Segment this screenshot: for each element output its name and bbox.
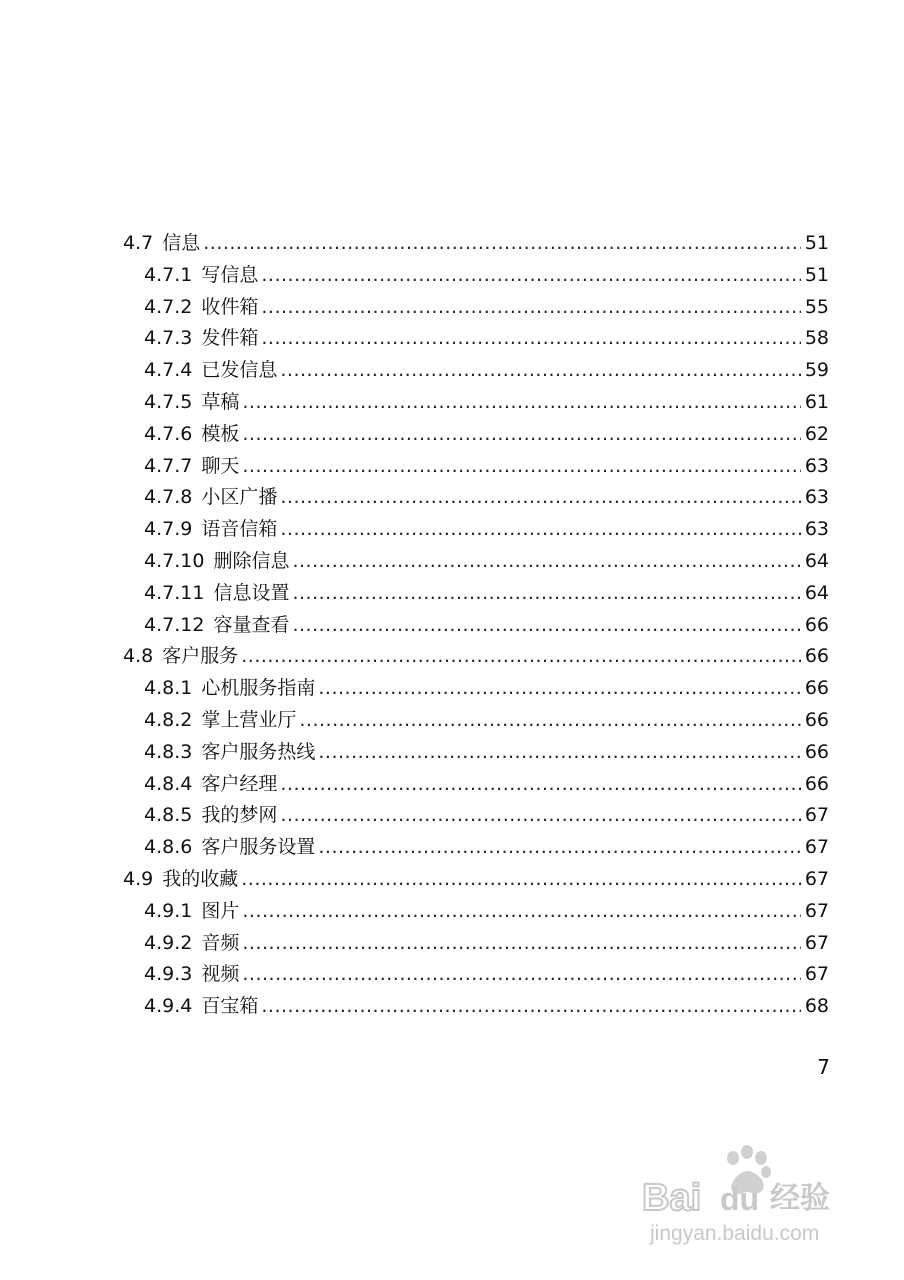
- toc-entry-number: 4.9.1: [144, 899, 193, 922]
- toc-entry-page: 63: [804, 518, 829, 541]
- toc-entry[interactable]: [123, 355, 829, 387]
- toc-entry-title: 视频: [201, 963, 240, 986]
- toc-entry-number: 4.8: [123, 645, 154, 668]
- toc-entry-page: 63: [804, 454, 829, 477]
- toc-entry-page: 55: [804, 295, 829, 318]
- toc-entry-title: 模板: [201, 422, 240, 445]
- toc-entry-number: 4.7.9: [144, 518, 193, 541]
- toc-entry-number: 4.7.4: [144, 359, 193, 382]
- toc-entry-number: 4.7.3: [144, 327, 193, 350]
- toc-entry-title: 写信息: [201, 263, 259, 286]
- toc-entry-page: 67: [804, 963, 829, 986]
- toc-entry-title: 掌上营业厅: [201, 708, 297, 731]
- toc-entry-title: 客户经理: [201, 772, 278, 795]
- toc-entry-page: 51: [804, 263, 829, 286]
- toc-entry-title: 客户服务: [162, 645, 239, 668]
- toc-entry-number: 4.7.10: [144, 549, 205, 572]
- toc-entry[interactable]: [123, 928, 829, 960]
- toc-entry-title: 信息: [162, 232, 201, 254]
- toc-entry-page: 67: [804, 867, 829, 890]
- toc-entry[interactable]: [123, 641, 829, 673]
- toc-entry[interactable]: [123, 482, 829, 514]
- toc-entry-page: 66: [804, 613, 829, 636]
- toc-entry[interactable]: [123, 737, 829, 769]
- toc-entry-title: 语音信箱: [201, 518, 278, 541]
- toc-entry[interactable]: [123, 387, 829, 419]
- toc-entry[interactable]: [123, 260, 829, 292]
- dot-leader: [318, 737, 800, 769]
- watermark-url: jingyan.baidu.com: [650, 1222, 820, 1245]
- dot-leader: [280, 514, 800, 546]
- toc-entry-page: 59: [804, 359, 829, 382]
- baidu-jingyan-watermark-logo: [640, 1140, 870, 1250]
- toc-entry[interactable]: [123, 578, 829, 610]
- toc-entry-title: 客户服务设置: [201, 836, 316, 859]
- toc-entry-page: 66: [804, 645, 829, 668]
- dot-leader: [242, 451, 800, 483]
- toc-entry-page: 64: [804, 549, 829, 572]
- toc-entry-title: 我的梦网: [201, 804, 278, 827]
- toc-entry[interactable]: [123, 769, 829, 801]
- toc-entry-number: 4.8.5: [144, 804, 193, 827]
- dot-leader: [318, 832, 800, 864]
- toc-entry-title: 我的收藏: [162, 867, 239, 890]
- watermark-brand-text: Bai: [642, 1177, 702, 1219]
- dot-leader: [280, 355, 800, 387]
- toc-entry-title: 信息设置: [213, 581, 290, 604]
- dot-leader: [261, 323, 800, 355]
- toc-entry-number: 4.8.6: [144, 836, 193, 859]
- toc-entry[interactable]: [123, 959, 829, 991]
- toc-entry-title: 聊天: [201, 454, 240, 477]
- toc-entry-number: 4.9.3: [144, 963, 193, 986]
- toc-entry-title: 音频: [201, 931, 240, 954]
- toc-entry-title: 收件箱: [201, 295, 259, 318]
- toc-entry-page: 58: [804, 327, 829, 350]
- dot-leader: [261, 991, 800, 1023]
- toc-entry-page: 68: [804, 995, 829, 1018]
- toc-entry-page: 62: [804, 422, 829, 445]
- toc-entry-title: 草稿: [201, 390, 240, 413]
- toc-entry-page: 66: [804, 708, 829, 731]
- toc-entry-page: 61: [804, 390, 829, 413]
- toc-entry[interactable]: [123, 673, 829, 705]
- toc-entry[interactable]: [123, 546, 829, 578]
- toc-entry-page: 64: [804, 581, 829, 604]
- toc-entry-number: 4.7.7: [144, 454, 193, 477]
- toc-entry-number: 4.8.4: [144, 772, 193, 795]
- dot-leader: [292, 610, 800, 642]
- toc-entry[interactable]: [123, 228, 829, 260]
- toc-entry[interactable]: [123, 610, 829, 642]
- toc-entry-number: 4.8.3: [144, 740, 193, 763]
- toc-entry[interactable]: [123, 323, 829, 355]
- dot-leader: [203, 228, 801, 260]
- toc-entry-number: 4.7.1: [144, 263, 193, 286]
- toc-entry[interactable]: [123, 705, 829, 737]
- toc-entry[interactable]: [123, 832, 829, 864]
- toc-entry-title: 小区广播: [201, 486, 278, 509]
- dot-leader: [261, 260, 800, 292]
- toc-entry[interactable]: [123, 800, 829, 832]
- toc-entry[interactable]: [123, 896, 829, 928]
- toc-entry-number: 4.7: [123, 232, 154, 254]
- toc-entry[interactable]: [123, 514, 829, 546]
- toc-entry-number: 4.7.2: [144, 295, 193, 318]
- toc-entry[interactable]: [123, 451, 829, 483]
- toc-entry-number: 4.8.2: [144, 708, 193, 731]
- dot-leader: [280, 482, 800, 514]
- toc-entry-title: 客户服务热线: [201, 740, 316, 763]
- toc-entry-page: 66: [804, 740, 829, 763]
- toc-entry-page: 66: [804, 677, 829, 700]
- watermark-jingyan-text: 经验: [770, 1181, 830, 1216]
- toc-entry[interactable]: [123, 864, 829, 896]
- toc-entry-number: 4.9.4: [144, 995, 193, 1018]
- dot-leader: [242, 959, 800, 991]
- toc-entry-page: 66: [804, 772, 829, 795]
- toc-entry-title: 容量查看: [213, 613, 290, 636]
- toc-entry-number: 4.7.11: [144, 581, 205, 604]
- toc-entry-number: 4.9: [123, 867, 154, 890]
- toc-entry-title: 删除信息: [213, 549, 290, 572]
- toc-entry[interactable]: [123, 991, 829, 1023]
- toc-entry-title: 已发信息: [201, 359, 278, 382]
- dot-leader: [299, 705, 800, 737]
- dot-leader: [242, 419, 800, 451]
- toc-entry-title: 心机服务指南: [201, 677, 316, 700]
- dot-leader: [280, 800, 800, 832]
- toc-entry-number: 4.7.5: [144, 390, 193, 413]
- dot-leader: [292, 546, 800, 578]
- toc-entry-page: 63: [804, 486, 829, 509]
- dot-leader: [241, 641, 801, 673]
- dot-leader: [242, 387, 800, 419]
- watermark-du-text: du: [720, 1181, 760, 1217]
- dot-leader: [280, 769, 800, 801]
- page-number: 7: [817, 1055, 830, 1079]
- dot-leader: [318, 673, 800, 705]
- dot-leader: [261, 292, 800, 324]
- toc-entry-number: 4.7.8: [144, 486, 193, 509]
- toc-entry-page: 51: [804, 232, 829, 254]
- toc-entry-number: 4.9.2: [144, 931, 193, 954]
- table-of-contents: [123, 228, 829, 1023]
- dot-leader: [292, 578, 800, 610]
- dot-leader: [242, 896, 800, 928]
- toc-entry-number: 4.7.12: [144, 613, 205, 636]
- toc-entry-page: 67: [804, 804, 829, 827]
- toc-entry-page: 67: [804, 836, 829, 859]
- toc-entry-title: 百宝箱: [201, 995, 259, 1018]
- toc-entry-number: 4.7.6: [144, 422, 193, 445]
- toc-entry-page: 67: [804, 931, 829, 954]
- toc-entry-title: 发件箱: [201, 327, 259, 350]
- toc-entry[interactable]: [123, 419, 829, 451]
- toc-entry-title: 图片: [201, 899, 240, 922]
- toc-entry-page: 67: [804, 899, 829, 922]
- toc-entry-number: 4.8.1: [144, 677, 193, 700]
- dot-leader: [241, 864, 801, 896]
- dot-leader: [242, 928, 800, 960]
- toc-entry[interactable]: [123, 292, 829, 324]
